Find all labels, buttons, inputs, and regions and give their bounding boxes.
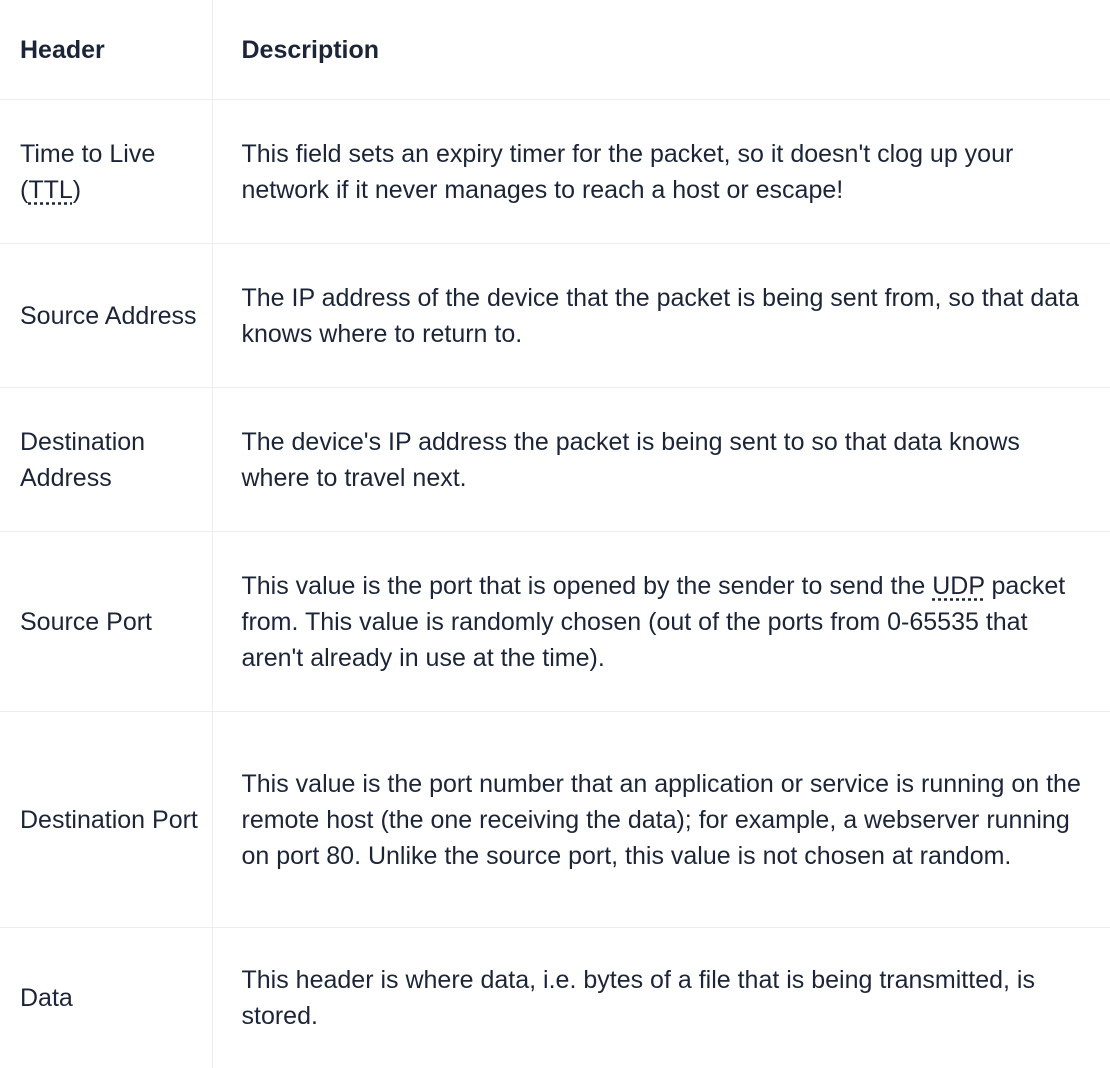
column-header-header: Header [0,0,212,100]
header-text: ) [73,176,81,204]
row-header-destination-address: Destination Address [0,388,212,532]
row-description-data: This header is where data, i.e. bytes of a file that is being transmitted, is stored. [212,928,1110,1068]
udp-abbreviation[interactable]: UDP [932,572,984,600]
ttl-abbreviation[interactable]: TTL [28,176,72,204]
row-header-destination-port: Destination Port [0,712,212,928]
table-row [0,244,1110,388]
table-row [0,712,1110,928]
column-header-description: Description [212,0,1110,100]
row-header-data: Data [0,928,212,1068]
table-row [0,100,1110,244]
header-text: Time to Live ( [20,140,155,204]
table-row [0,532,1110,712]
table-row [0,388,1110,532]
description-text: packet from. This value is randomly chosen (out of the ports from 0-65535 that aren't already in use at the time). [242,572,1066,672]
row-description-destination-port: This value is the port number that an application or service is running on the remote host (the one receiving the data); for example, a webserver running on port 80. Unlike the source port, this value is not chosen at random. [212,712,1110,928]
row-description-source-address: The IP address of the device that the packet is being sent from, so that data knows where to return to. [212,244,1110,388]
row-header-source-address: Source Address [0,244,212,388]
row-description-destination-address: The device's IP address the packet is being sent to so that data knows where to travel next. [212,388,1110,532]
row-header-ttl [0,100,212,244]
row-description-source-port [212,532,1110,712]
row-description-ttl: This field sets an expiry timer for the packet, so it doesn't clog up your network if it never manages to reach a host or escape! [212,100,1110,244]
table-header-row [0,0,1110,100]
description-text: This value is the port that is opened by the sender to send the [242,572,933,600]
row-header-source-port: Source Port [0,532,212,712]
